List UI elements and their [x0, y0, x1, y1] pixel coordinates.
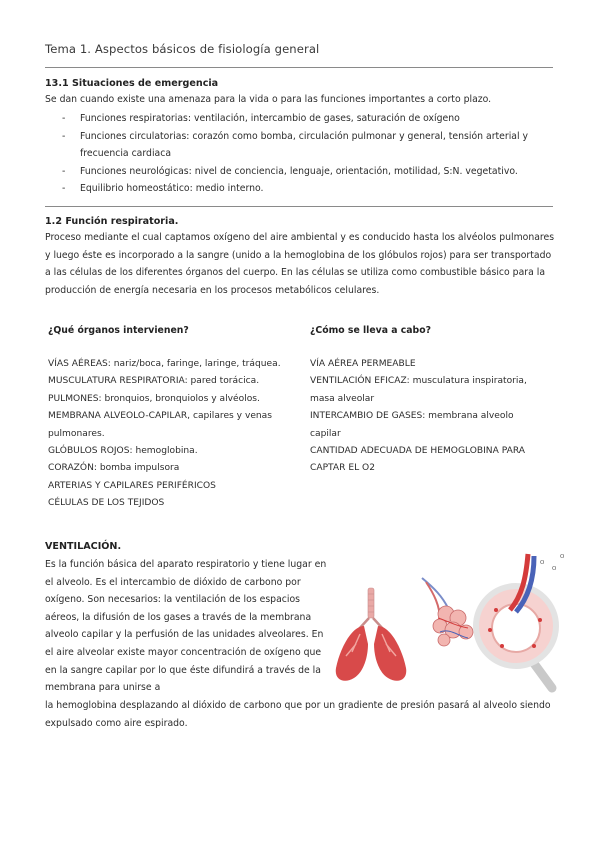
list-item: - Funciones circulatorias: corazón como bomba, circulación pulmonar y general, tensión arterial y frecuencia cardiaca [62, 128, 554, 163]
list-item: CANTIDAD ADECUADA DE HEMOGLOBINA PARA CAPTAR EL O2 [310, 446, 526, 474]
ventilation-heading: VENTILACIÓN. [45, 541, 122, 552]
document-title: Tema 1. Aspectos básicos de fisiología general [45, 42, 320, 56]
section-heading-respiratoria: 1.2 Función respiratoria. [45, 216, 179, 227]
section-heading-emergencias: 13.1 Situaciones de emergencia [45, 78, 219, 89]
list-item: GLÓBULOS ROJOS: hemoglobina. [48, 446, 198, 457]
list-item: ARTERIAS Y CAPILARES PERIFÉRICOS [48, 480, 216, 491]
lungs-icon [336, 588, 407, 681]
process-list [310, 356, 546, 478]
svg-text:O: O [560, 554, 565, 560]
section-paragraph: Proceso mediante el cual captamos oxígeno del aire ambiental y es conducido hasta los alvéolos pulmonares y luego éste es incorporado a la sangre (unido a la hemoglobina de los glóbulos rojos) para ser transportado a las células de los diferentes órganos del cuerpo. En las células se utiliza como combustible básico para la producción de energía necesaria en los procesos metabólicos celulares. [45, 232, 555, 296]
organs-list [48, 356, 288, 513]
list-item: MEMBRANA ALVEOLO-CAPILAR, capilares y venas pulmonares. [48, 411, 272, 439]
list-item: VÍA AÉREA PERMEABLE [310, 359, 416, 369]
left-column-heading: ¿Qué órganos intervienen? [48, 325, 189, 336]
list-item: CÉLULAS DE LOS TEJIDOS [48, 498, 165, 509]
divider [45, 206, 553, 207]
list-item: CORAZÓN: bomba impulsora [48, 463, 180, 474]
svg-text:O: O [540, 560, 545, 566]
section-intro: Se dan cuando existe una amenaza para la vida o para las funciones importantes a corto plazo. [45, 94, 492, 105]
list-item: VENTILACIÓN EFICAZ: musculatura inspiratoria, masa alveolar [310, 376, 527, 404]
list-item: MUSCULATURA RESPIRATORIA: pared torácica. [48, 376, 260, 387]
list-item: - Funciones respiratorias: ventilación, intercambio de gases, saturación de oxígeno [62, 110, 554, 128]
list-item: INTERCAMBIO DE GASES: membrana alveolo capilar [310, 411, 514, 439]
emergency-bullet-list [62, 110, 554, 198]
list-item: PULMONES: bronquios, bronquiolos y alvéolos. [48, 393, 260, 404]
list-item: VÍAS AÉREAS: nariz/boca, faringe, laringe, tráquea. [48, 359, 281, 369]
divider [45, 67, 553, 68]
lungs-alveolus-illustration [330, 548, 582, 698]
list-item: - Funciones neurológicas: nivel de conciencia, lenguaje, orientación, motilidad, S:N. vegetativo. [62, 163, 554, 181]
ventilation-paragraph: Es la función básica del aparato respiratorio y tiene lugar en el alveolo. Es el intercambio de dióxido de carbono por oxígeno. Son necesarios: la ventilación de los espacios aéreos, la difusión de los gases a través de la membrana alveolo capilar y la perfusión de las unidades alveolares. En el aire alveolar existe mayor concentración de oxígeno que en la sangre capilar por lo que éste difundirá a través de la membrana para unirse a [45, 559, 327, 694]
alveoli-cluster-icon [422, 578, 473, 646]
right-column-heading: ¿Cómo se lleva a cabo? [310, 325, 431, 336]
svg-text:O: O [552, 566, 557, 572]
ventilation-paragraph-continued: la hemoglobina desplazando al dióxido de carbono que por un gradiente de presión pasará al alveolo siendo expulsado como aire espirado. [45, 700, 551, 729]
magnifier-icon [476, 554, 565, 688]
list-item: - Equilibrio homeostático: medio interno. [62, 180, 554, 198]
